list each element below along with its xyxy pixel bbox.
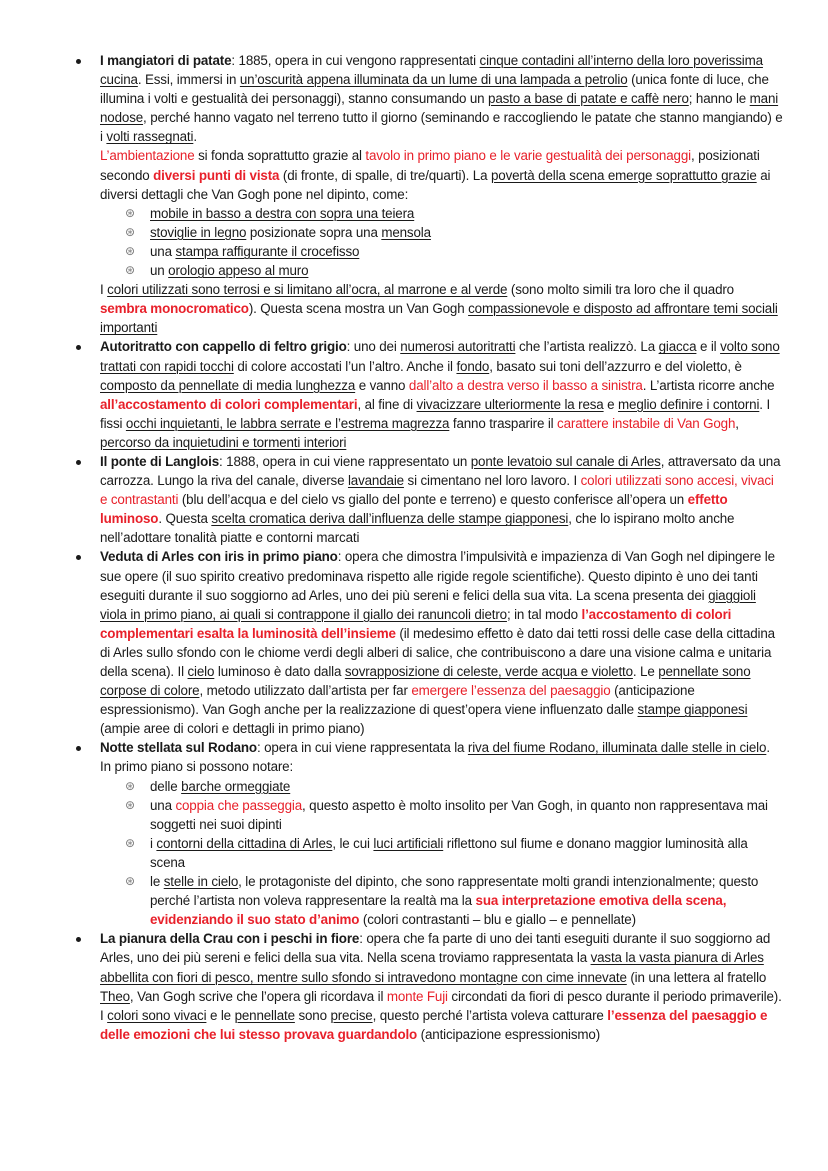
underlined-text: precise (330, 1007, 373, 1023)
underlined-text: ponte levatoio sul canale di Arles (470, 453, 661, 469)
underlined-text: stelle in cielo (163, 874, 239, 890)
body-text: , basato sui toni dell’azzurro e del violetto, è (489, 358, 742, 374)
flower-bullet-icon: ⊛ (125, 835, 135, 850)
flower-bullet-icon: ⊛ (125, 778, 135, 793)
underlined-text: riva del fiume Rodano, illuminata dalle stelle in cielo (467, 740, 767, 756)
entry-paragraph (100, 738, 784, 776)
detail-item (100, 242, 784, 261)
underlined-text: sovrapposizione di celeste, verde acqua e violetto (344, 664, 633, 679)
body-text: riflettono sul fiume e donano maggior luminosità alla scena (150, 835, 748, 870)
body-text: e vanno (355, 377, 409, 393)
underlined-text: pennellate (234, 1007, 295, 1023)
body-text: si cimentano nel loro lavoro. I (403, 473, 581, 489)
body-text: ; hanno le (688, 91, 750, 107)
underlined-text: composto da pennellate di media lunghezza (100, 377, 356, 393)
body-text: e (603, 396, 619, 412)
underlined-text: pasto a base di patate e caffè nero (488, 91, 689, 107)
red-bold-highlight-text: sembra monocromatico (100, 301, 249, 317)
body-text: i (150, 835, 157, 851)
detail-item (100, 872, 784, 929)
artwork-entry (0, 337, 784, 452)
red-highlight-text: dall’alto a destra verso il basso a sinistra (408, 377, 643, 393)
flower-bullet-icon: ⊛ (125, 224, 135, 239)
underlined-text: vivacizzare ulteriormente la resa (416, 396, 604, 412)
body-text: : 1885, opera in cui vengono rappresentati (231, 53, 480, 68)
artwork-entry (0, 452, 784, 547)
underlined-text: occhi inquietanti, le labbra serrate e l’estrema magrezza (125, 415, 450, 431)
body-text: , perché hanno vagato nel terreno tutto il giorno (seminando e raccogliendo le patate che stanno mangiando) e i (100, 110, 783, 145)
body-text: . In primo piano si possono notare: (100, 740, 770, 775)
body-text: (sono molto simili tra loro che il quadro (507, 282, 734, 298)
artwork-entry (0, 547, 784, 738)
red-highlight-text: monte Fuji (386, 988, 448, 1004)
artwork-list (0, 51, 784, 1044)
underlined-text: contorni della cittadina di Arles (156, 835, 333, 851)
underlined-text: luci artificiali (373, 835, 444, 851)
body-text: le (150, 874, 164, 890)
red-highlight-text: tavolo in primo piano e le varie gestualità dei personaggi (365, 148, 691, 164)
body-text: : opera in cui viene rappresentata la (256, 740, 468, 756)
underlined-text: scelta cromatica deriva dall’influenza delle stampe giapponesi (211, 511, 569, 527)
artwork-title: La pianura della Crau con i peschi in fiore (100, 931, 360, 947)
detail-list (100, 777, 784, 930)
detail-item (100, 834, 784, 872)
detail-item (100, 796, 784, 834)
underlined-text: giaggioli viola in primo piano, ai quali si contrappone il giallo dei ranuncoli dietro (100, 587, 756, 622)
bullet-icon (76, 746, 81, 751)
body-text: : 1888, opera in cui viene rappresentato un (219, 453, 471, 469)
underlined-text: barche ormeggiate (181, 778, 291, 794)
bullet-icon (76, 59, 81, 64)
body-text: e il (696, 339, 721, 355)
artwork-title: Veduta di Arles con iris in primo piano (100, 549, 338, 565)
artwork-title: I mangiatori di patate (100, 53, 232, 68)
body-text: (di fronte, di spalle, di tre/quarti). La (279, 167, 491, 183)
body-text: I (100, 282, 108, 298)
underlined-text: colori sono vivaci (107, 1007, 207, 1023)
body-text: fanno trasparire il (449, 415, 558, 431)
body-text: ; in tal modo (506, 606, 582, 622)
body-text: sono (294, 1007, 331, 1023)
body-text: si fonda soprattutto grazie al (194, 148, 366, 164)
body-text: : uno dei (346, 339, 401, 355)
body-text: . Essi, immersi in (137, 72, 240, 88)
red-highlight-text: coppia che passeggia (175, 797, 303, 813)
red-bold-highlight-text: diversi punti di vista (153, 167, 280, 183)
body-text: circondati da fiori di pesco durante il periodo primaverile). I (100, 988, 782, 1023)
underlined-text: fondo (456, 358, 490, 374)
body-text: , le protagoniste del dipinto, che sono rappresentate molti grandi intenzionalmente; questo perché l’artista non voleva rappresentare la realtà ma la (150, 874, 759, 909)
underlined-text: mobile in basso a destra con sopra una teiera (150, 205, 415, 221)
detail-item (100, 223, 784, 242)
underlined-text: numerosi autoritratti (400, 339, 516, 355)
body-text: , (735, 415, 739, 431)
entry-paragraph (100, 51, 784, 204)
bullet-icon (76, 460, 81, 465)
underlined-text: orologio appeso al muro (168, 263, 309, 279)
body-text: (blu dell’acqua e del cielo vs giallo del ponte e terreno) e questo conferisce all’opera un (178, 492, 688, 508)
detail-item (100, 777, 784, 796)
detail-item (100, 204, 784, 223)
body-text: ). Questa scena mostra un Van Gogh (248, 301, 469, 317)
underlined-text: percorso da inquietudini e tormenti interiori (100, 434, 347, 450)
body-text: . I fissi (100, 396, 771, 431)
red-bold-highlight-text: all’accostamento di colori complementari (100, 396, 358, 412)
bullet-icon (76, 345, 81, 350)
body-text: luminoso è dato dalla (214, 664, 345, 679)
body-text: e le (206, 1007, 235, 1023)
artwork-entry (0, 51, 784, 337)
underlined-text: lavandaie (347, 473, 404, 489)
body-text: , Van Gogh scrive che l’opera gli ricordava il (129, 988, 387, 1004)
underlined-text: mensola (381, 224, 431, 240)
flower-bullet-icon: ⊛ (125, 243, 135, 258)
body-text: . Le (632, 664, 659, 679)
underlined-text: mani nodose (100, 91, 779, 126)
red-highlight-text: emergere l’essenza del paesaggio (411, 683, 611, 699)
underlined-text: colori utilizzati sono terrosi e si limitano all’ocra, al marrone e al verde (107, 282, 508, 298)
body-text: una (150, 243, 176, 259)
underlined-text: cinque contadini all’interno della loro poverissima cucina (100, 53, 763, 88)
artwork-title: Autoritratto con cappello di feltro grigio (100, 339, 347, 355)
body-text: : opera che dimostra l’impulsività e impazienza di Van Gogh nel dipingere le sue opere (il suo spirito creativo predominava rispetto alle rigide regole scientifiche). Questo dipinto è uno dei tanti eseguiti durante il suo soggiorno ad Arles, uno dei più sereni e felici della sua vita. La scena presenta dei (100, 549, 775, 603)
underlined-text: giacca (658, 339, 697, 355)
body-text: . Questa (158, 511, 212, 527)
body-text: , che lo ispirano molto anche nell’adottare tonalità piatte e contorni marcati (100, 511, 735, 546)
underlined-text: pennellate sono corpose di colore (100, 664, 751, 699)
underlined-text: povertà della scena emerge soprattutto grazie (490, 167, 757, 183)
body-text: una (150, 797, 176, 813)
body-text: , questo aspetto è molto insolito per Van Gogh, in quanto non rappresentava mai soggetti nei suoi dipinti (150, 797, 768, 832)
body-text: , al fine di (357, 396, 417, 412)
red-bold-highlight-text: l’essenza del paesaggio e delle emozioni che lui stesso provava guardandolo (100, 1007, 768, 1042)
body-text: , posizionati secondo (100, 148, 760, 183)
entry-paragraph (100, 337, 784, 452)
red-highlight-text: L’ambientazione (100, 148, 195, 164)
body-text: che l’artista realizzò. La (515, 339, 659, 355)
flower-bullet-icon: ⊛ (125, 797, 135, 812)
body-text: di colore accostati l’un l’altro. Anche il (233, 358, 457, 374)
body-text: (il medesimo effetto è dato dai tetti rossi delle case della cittadina di Arles sullo sfondo con le chiome verdi degli alberi di salice, che contribuiscono a dare una visione calma e unitaria della scena). Il (100, 625, 775, 679)
entry-conclusion (100, 280, 784, 337)
flower-bullet-icon: ⊛ (125, 874, 135, 889)
red-bold-highlight-text: sua interpretazione emotiva della scena, evidenziando il suo stato d’animo (150, 893, 727, 928)
underlined-text: compassionevole e disposto ad affrontare temi sociali importanti (100, 301, 778, 336)
red-bold-highlight-text: l’accostamento di colori complementari esalta la luminosità dell’insieme (100, 606, 732, 641)
body-text: (anticipazione espressionismo) (417, 1026, 600, 1042)
detail-item (100, 261, 784, 280)
red-highlight-text: colori utilizzati sono accesi, vivaci e contrastanti (100, 473, 774, 508)
body-text: , le cui (332, 835, 374, 851)
body-text: . (193, 129, 197, 145)
red-highlight-text: carattere instabile di Van Gogh (557, 415, 736, 431)
artwork-entry (0, 929, 784, 1044)
underlined-text: stampe giapponesi (637, 702, 748, 718)
body-text: : opera che fa parte di uno dei tanti eseguiti durante il suo soggiorno ad Arles, uno dei più sereni e felici della sua vita. Nella scena troviamo rappresentata la (100, 931, 771, 966)
underlined-text: volto sono trattati con rapidi tocchi (100, 339, 780, 374)
flower-bullet-icon: ⊛ (125, 205, 135, 220)
body-text: (in una lettera al fratello (626, 969, 767, 985)
body-text: (ampie aree di colori e dettagli in primo piano) (100, 721, 365, 737)
underlined-text: Theo (100, 988, 130, 1004)
detail-list (100, 204, 784, 280)
underlined-text: volti rassegnati (106, 129, 194, 145)
underlined-text: cielo (187, 664, 215, 679)
body-text: . L’artista ricorre anche (642, 377, 775, 393)
body-text: , questo perché l’artista voleva catturare (372, 1007, 608, 1023)
underlined-text: un’oscurità appena illuminata da un lume di una lampada a petrolio (239, 72, 628, 88)
red-bold-highlight-text: effetto luminoso (100, 492, 728, 527)
bullet-icon (76, 555, 81, 560)
bullet-icon (76, 937, 81, 942)
body-text: , attraversato da una carrozza. Lungo la riva del canale, diverse (100, 453, 781, 489)
body-text: delle (150, 778, 182, 794)
underlined-text: meglio definire i contorni (618, 396, 760, 412)
body-text: ai diversi dettagli che Van Gogh pone nel dipinto, come: (100, 167, 771, 202)
body-text: (anticipazione espressionismo). Van Gogh anche per la realizzazione di quest’opera viene influenzato dalle (100, 683, 695, 718)
entry-paragraph (100, 547, 784, 738)
body-text: , metodo utilizzato dall’artista per far (199, 683, 412, 699)
artwork-entry (0, 738, 784, 929)
body-text: posizionate sopra una (246, 224, 382, 240)
entry-paragraph (100, 452, 784, 547)
body-text: (unica fonte di luce, che illumina i volti e gestualità dei personaggi), stanno consumando un (100, 72, 769, 107)
artwork-title: Notte stellata sul Rodano (100, 740, 257, 756)
artwork-title: Il ponte di Langlois (100, 453, 220, 469)
underlined-text: vasta la vasta pianura di Arles abbellita con fiori di pesco, mentre sullo sfondo si intravedono montagne con cime innevate (100, 950, 764, 985)
entry-paragraph (100, 929, 784, 1044)
body-text: (colori contrastanti – blu e giallo – e pennellate) (359, 912, 636, 928)
flower-bullet-icon: ⊛ (125, 263, 135, 278)
underlined-text: stoviglie in legno (150, 224, 247, 240)
underlined-text: stampa raffigurante il crocefisso (175, 243, 360, 259)
body-text: un (150, 263, 169, 279)
